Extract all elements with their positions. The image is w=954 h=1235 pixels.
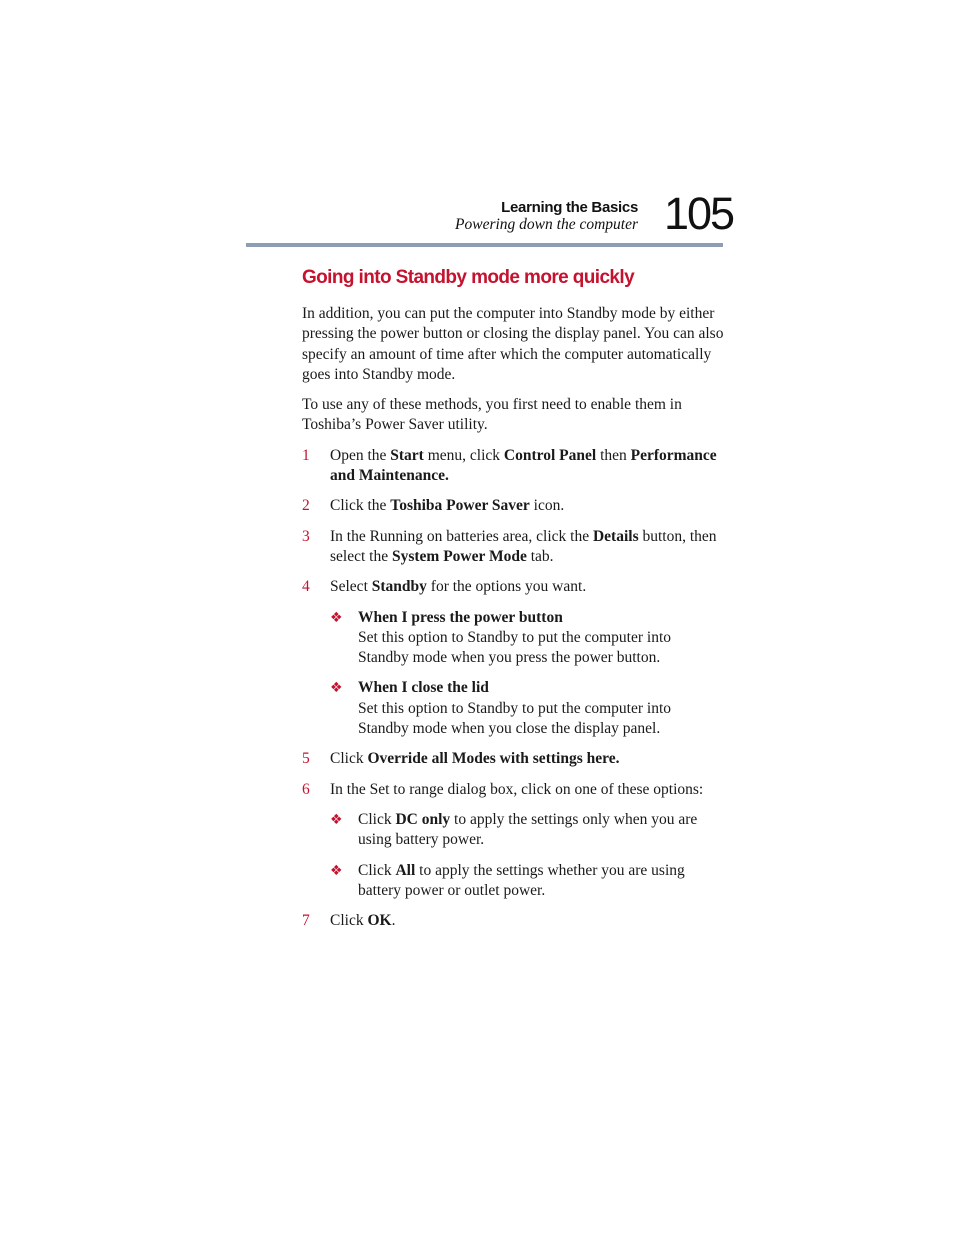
step-number: 6 bbox=[302, 780, 310, 798]
option-description: Set this option to Standby to put the computer into Standby mode when you close the display panel. bbox=[358, 699, 671, 738]
ui-term-ok: OK bbox=[367, 912, 392, 930]
step-number: 1 bbox=[302, 446, 310, 464]
step-number: 3 bbox=[302, 527, 310, 545]
step-text: In the Set to range dialog box, click on one of these options: bbox=[330, 780, 704, 798]
ui-term-start: Start bbox=[390, 446, 424, 464]
step-text: then bbox=[596, 446, 631, 464]
ui-term-override-all-modes: Override all Modes with settings here. bbox=[367, 750, 620, 768]
header-rule bbox=[246, 243, 723, 247]
step-text: In the Running on batteries area, click the bbox=[330, 527, 593, 545]
page-number: 105 bbox=[664, 188, 734, 239]
step-number: 7 bbox=[302, 912, 310, 930]
step-text: Open the bbox=[330, 446, 391, 464]
step-7 bbox=[302, 911, 724, 931]
step-text: Click the bbox=[330, 497, 391, 515]
step-text: icon. bbox=[529, 497, 565, 515]
intro-paragraph: In addition, you can put the computer into Standby mode by either pressing the power button or closing the display panel. You can also specify an amount of time after which the computer automatically goes into Standby mode. bbox=[302, 305, 724, 383]
step-3 bbox=[302, 527, 724, 568]
running-header-chapter: Learning the Basics bbox=[501, 199, 638, 216]
ui-term-all: All bbox=[395, 861, 416, 879]
prerequisite-paragraph: To use any of these methods, you first need to enable them in Toshiba’s Power Saver utility. bbox=[302, 396, 682, 434]
step-text: menu, click bbox=[423, 446, 504, 464]
section-heading: Going into Standby mode more quickly bbox=[302, 267, 635, 288]
ui-term-details: Details bbox=[592, 527, 639, 545]
step-text: to apply the settings whether you are using battery power or outlet power. bbox=[358, 861, 685, 899]
step-1 bbox=[302, 446, 724, 487]
step-4 bbox=[302, 577, 724, 739]
ui-term-control-panel: Control Panel bbox=[503, 446, 597, 464]
steps-list bbox=[302, 446, 724, 932]
option-title: When I press the power button bbox=[358, 608, 563, 626]
ui-term-performance-maintenance: Performance and Maintenance. bbox=[330, 446, 717, 485]
option-description: Set this option to Standby to put the computer into Standby mode when you press the power button. bbox=[358, 628, 671, 667]
bullet-item bbox=[330, 810, 724, 851]
step-number: 4 bbox=[302, 578, 310, 596]
option-title: When I close the lid bbox=[358, 679, 489, 697]
step-6 bbox=[302, 780, 724, 901]
diamond-bullet-icon: ❖ bbox=[330, 862, 343, 879]
diamond-bullet-icon: ❖ bbox=[330, 609, 343, 626]
step-2 bbox=[302, 496, 724, 516]
running-header-section: Powering down the computer bbox=[455, 216, 638, 233]
step-5 bbox=[302, 749, 724, 769]
step-text: Click bbox=[358, 810, 396, 828]
bullet-item bbox=[330, 678, 724, 739]
bullet-item bbox=[330, 608, 724, 669]
diamond-bullet-icon: ❖ bbox=[330, 811, 343, 828]
step-number: 2 bbox=[302, 497, 310, 515]
step-text: . bbox=[391, 912, 396, 930]
step-text: tab. bbox=[526, 547, 554, 565]
step-text: for the options you want. bbox=[426, 578, 587, 596]
ui-term-system-power-mode: System Power Mode bbox=[391, 547, 527, 565]
diamond-bullet-icon: ❖ bbox=[330, 680, 343, 697]
step-text: Click bbox=[330, 750, 368, 768]
ui-term-standby: Standby bbox=[371, 578, 427, 596]
bullet-item bbox=[330, 861, 724, 902]
ui-term-dc-only: DC only bbox=[395, 810, 451, 828]
range-options-list bbox=[330, 810, 724, 901]
page-content bbox=[302, 304, 724, 941]
step-number: 5 bbox=[302, 750, 310, 768]
step-text: Select bbox=[330, 578, 372, 596]
step-text: to apply the settings only when you are using battery power. bbox=[358, 810, 698, 849]
step-text: Click bbox=[358, 861, 396, 879]
step-text: Click bbox=[330, 912, 368, 930]
step-text: button, then select the bbox=[330, 527, 717, 565]
ui-term-toshiba-power-saver: Toshiba Power Saver bbox=[390, 497, 530, 515]
standby-options-list bbox=[330, 608, 724, 740]
